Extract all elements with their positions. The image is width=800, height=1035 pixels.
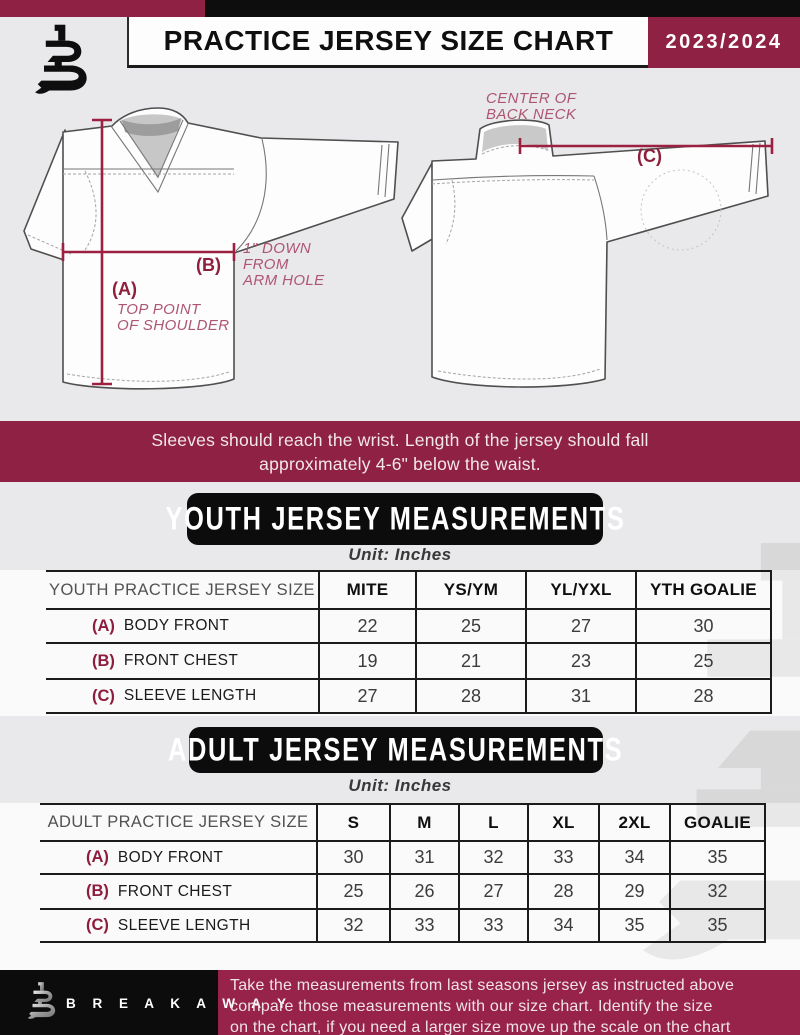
cell: 34 xyxy=(598,842,669,873)
cell: 30 xyxy=(635,610,772,642)
cell: 30 xyxy=(316,842,389,873)
label-a-note: TOP POINT OF SHOULDER xyxy=(117,301,230,334)
notice-line-2: approximately 4-6" below the waist. xyxy=(259,453,541,474)
fit-notice-banner xyxy=(0,421,800,482)
label-b-note: 1" DOWN FROM ARM HOLE xyxy=(243,240,325,289)
row-letter: (C) xyxy=(92,686,115,705)
row-letter: (C) xyxy=(86,916,109,934)
notice-line-1: Sleeves should reach the wrist. Length of the jersey should fall xyxy=(151,429,649,450)
cell: 33 xyxy=(458,910,527,941)
cell: 27 xyxy=(318,680,415,712)
adult-section-banner xyxy=(168,727,624,773)
row-letter: (A) xyxy=(86,848,109,866)
youth-unit-label: Unit: Inches xyxy=(348,545,452,564)
cell: 31 xyxy=(525,680,635,712)
col-header-xl: XL xyxy=(527,805,598,840)
col-header-mite: MITE xyxy=(318,572,415,608)
front-jersey-body xyxy=(63,108,398,389)
table-row xyxy=(46,608,772,642)
front-jersey-diagram xyxy=(15,95,410,405)
col-header-ysym: YS/YM xyxy=(415,572,525,608)
col-header-l: L xyxy=(458,805,527,840)
cell: 32 xyxy=(458,842,527,873)
breakaway-logo xyxy=(28,24,92,100)
top-strip-black xyxy=(205,0,800,17)
col-header-2xl: 2XL xyxy=(598,805,669,840)
cell: 34 xyxy=(527,910,598,941)
cell: 28 xyxy=(527,875,598,908)
table-row xyxy=(40,908,766,943)
cell: 35 xyxy=(598,910,669,941)
youth-banner-title: YOUTH JERSEY MEASUREMENTS xyxy=(164,500,626,537)
col-header-s: S xyxy=(316,805,389,840)
adult-banner-title: ADULT JERSEY MEASUREMENTS xyxy=(168,731,624,768)
label-c: (C) xyxy=(637,146,662,166)
back-jersey-diagram xyxy=(398,88,790,403)
adult-size-column-title: ADULT PRACTICE JERSEY SIZE xyxy=(47,813,309,831)
cell: 33 xyxy=(389,910,458,941)
youth-measurements-table xyxy=(46,570,772,714)
col-header-yth-goalie: YTH GOALIE xyxy=(635,572,772,608)
col-header-ylyxl: YL/YXL xyxy=(525,572,635,608)
back-jersey-body xyxy=(432,120,768,387)
cell: 21 xyxy=(415,644,525,678)
youth-section-banner xyxy=(164,493,626,545)
youth-size-column-title: YOUTH PRACTICE JERSEY SIZE xyxy=(49,580,315,599)
adult-measurements-table xyxy=(40,803,766,943)
adult-header-row xyxy=(40,803,766,840)
cell: 29 xyxy=(598,875,669,908)
row-letter: (B) xyxy=(86,882,109,900)
brand-wordmark: B R E A K A W A Y xyxy=(66,996,293,1011)
cell: 26 xyxy=(389,875,458,908)
cell: 23 xyxy=(525,644,635,678)
cell: 28 xyxy=(635,680,772,712)
breakaway-footer-logo xyxy=(24,982,58,1022)
footer-instructions: Take the measurements from last seasons jersey as instructed above compare those measurements with our size chart. Identify the size on the chart, if you need a larger size move up the scale on the chart xyxy=(230,977,735,1035)
cell: 35 xyxy=(669,910,766,941)
season-label: 2023/2024 xyxy=(665,31,783,53)
table-row xyxy=(40,840,766,873)
cell: 31 xyxy=(389,842,458,873)
row-label: (C) SLEEVE LENGTH xyxy=(86,916,251,934)
cell: 27 xyxy=(458,875,527,908)
adult-unit-label: Unit: Inches xyxy=(348,776,452,795)
cell: 25 xyxy=(635,644,772,678)
table-row xyxy=(40,873,766,908)
label-a: (A) xyxy=(112,279,137,299)
row-label: (C) SLEEVE LENGTH xyxy=(92,686,257,705)
top-strip-maroon xyxy=(0,0,205,17)
col-header-goalie: GOALIE xyxy=(669,805,766,840)
label-c-note: CENTER OF BACK NECK xyxy=(486,90,577,123)
back-left-sleeve xyxy=(402,163,434,251)
row-label: (A) BODY FRONT xyxy=(92,616,230,635)
row-label: (A) BODY FRONT xyxy=(86,848,224,866)
cell: 28 xyxy=(415,680,525,712)
cell: 25 xyxy=(415,610,525,642)
cell: 35 xyxy=(669,842,766,873)
col-header-m: M xyxy=(389,805,458,840)
row-label: (B) FRONT CHEST xyxy=(92,651,239,670)
row-label: (B) FRONT CHEST xyxy=(86,882,233,900)
page-title: PRACTICE JERSEY SIZE CHART xyxy=(163,25,614,56)
youth-header-row xyxy=(46,570,772,608)
label-b: (B) xyxy=(196,255,221,275)
table-row xyxy=(46,642,772,678)
cell: 19 xyxy=(318,644,415,678)
cell: 27 xyxy=(525,610,635,642)
title-box xyxy=(127,17,648,68)
cell: 32 xyxy=(316,910,389,941)
cell: 22 xyxy=(318,610,415,642)
table-row xyxy=(46,678,772,714)
row-letter: (B) xyxy=(92,651,115,670)
cell: 32 xyxy=(669,875,766,908)
season-badge xyxy=(648,17,800,68)
cell: 33 xyxy=(527,842,598,873)
row-letter: (A) xyxy=(92,616,115,635)
cell: 25 xyxy=(316,875,389,908)
